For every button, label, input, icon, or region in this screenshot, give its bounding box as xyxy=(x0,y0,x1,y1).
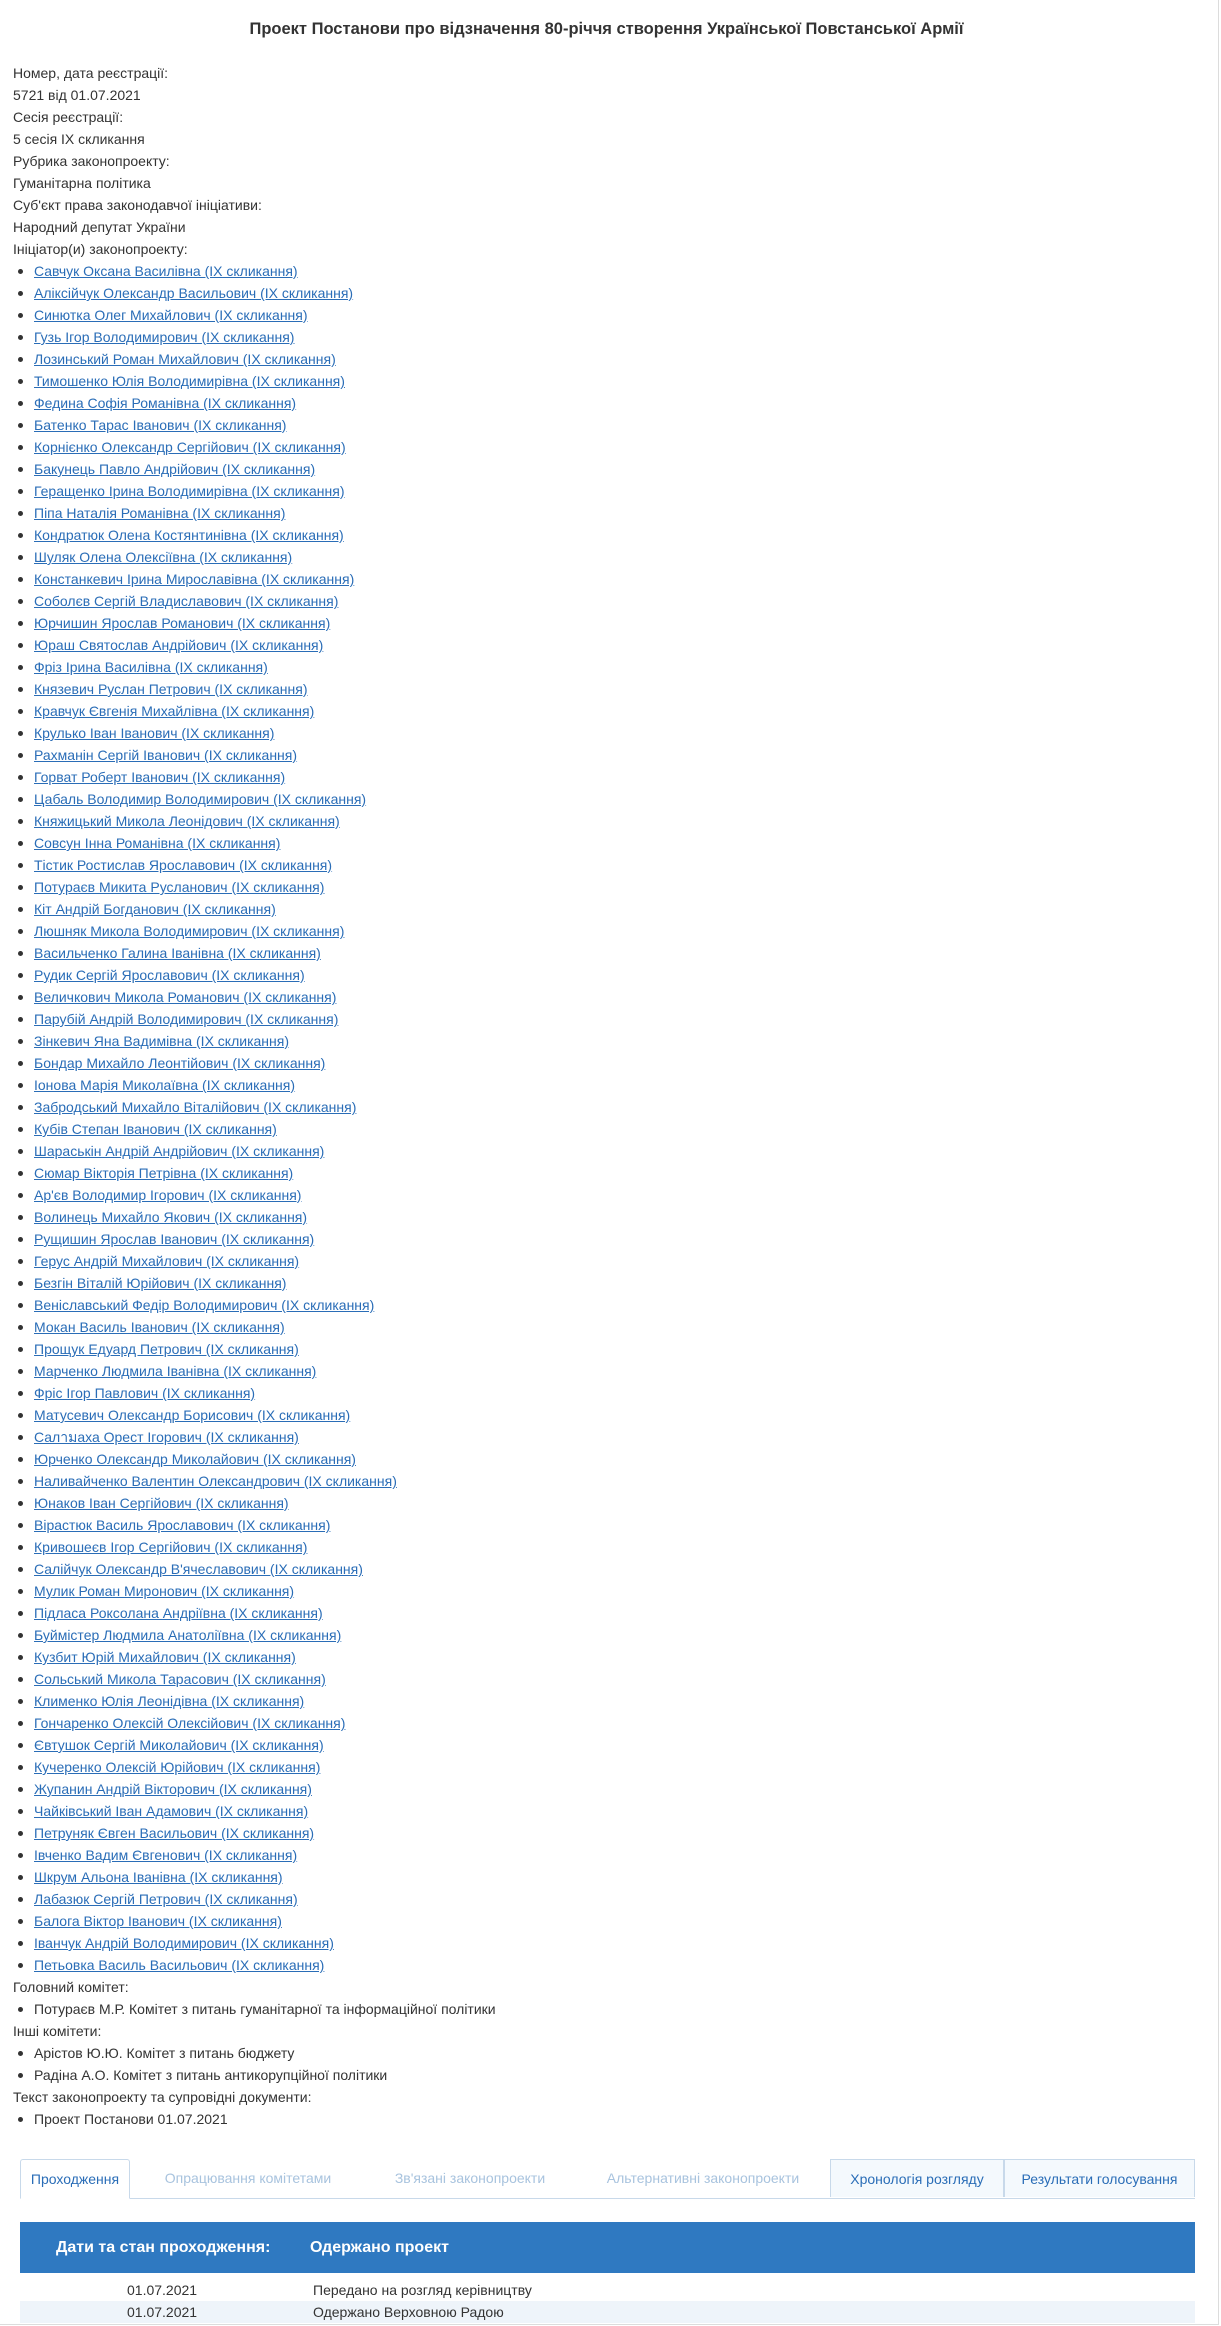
initiator-link[interactable]: Кубів Степан Іванович (IX скликання) xyxy=(34,1121,277,1137)
initiator-link[interactable]: Парубій Андрій Володимирович (IX скликання) xyxy=(34,1011,339,1027)
bullet-icon xyxy=(18,511,23,516)
initiator-item[interactable] xyxy=(13,1888,1221,1910)
initiator-link[interactable]: Крулько Іван Іванович (IX скликання) xyxy=(34,725,275,741)
bullet-icon xyxy=(18,929,23,934)
initiator-link[interactable]: Безгін Віталій Юрійович (IX скликання) xyxy=(34,1275,287,1291)
bullet-icon xyxy=(18,291,23,296)
bullet-icon xyxy=(18,1853,23,1858)
bullet-icon xyxy=(18,1457,23,1462)
initiator-link[interactable]: Герус Андрій Михайлович (IX скликання) xyxy=(34,1253,300,1269)
bullet-icon xyxy=(18,269,23,274)
initiator-link[interactable]: Рахманін Сергій Іванович (IX скликання) xyxy=(34,747,298,763)
bullet-icon xyxy=(18,863,23,868)
bullet-icon xyxy=(18,357,23,362)
initiator-link[interactable]: Волинець Михайло Якович (IX скликання) xyxy=(34,1209,308,1225)
initiator-item[interactable] xyxy=(13,1030,1221,1052)
bullet-icon xyxy=(18,2007,23,2012)
initiator-link[interactable]: Чайківський Іван Адамович (IX скликання) xyxy=(34,1803,309,1819)
tab-alternative-bills: Альтернативні законопроекти xyxy=(606,2170,800,2186)
subject-value: Народний депутат України xyxy=(13,219,186,235)
initiator-item[interactable] xyxy=(13,480,1221,502)
initiator-item[interactable] xyxy=(13,1206,1221,1228)
bullet-icon xyxy=(18,2117,23,2122)
initiator-item[interactable] xyxy=(13,1140,1221,1162)
passage-col-dates: Дати та стан проходження: xyxy=(56,2239,271,2256)
initiator-item[interactable] xyxy=(13,1734,1221,1756)
initiator-link[interactable]: Геращенко Ірина Володимирівна (IX скликання) xyxy=(34,483,345,499)
initiator-link[interactable]: Рудик Сергій Ярославович (IX скликання) xyxy=(34,967,305,983)
initiator-link[interactable]: Соболєв Сергій Владиславович (IX скликання) xyxy=(34,593,339,609)
subject-label: Суб'єкт права законодавчої ініціативи: xyxy=(13,197,262,213)
list-item-text: Проект Постанови 01.07.2021 xyxy=(34,2111,228,2127)
main-committee-item xyxy=(13,1998,1221,2020)
bullet-icon xyxy=(18,1083,23,1088)
initiator-link[interactable]: Гончаренко Олексій Олексійович (IX скликання) xyxy=(34,1715,346,1731)
initiator-item[interactable] xyxy=(13,898,1221,920)
initiator-item[interactable] xyxy=(13,1162,1221,1184)
initiator-item[interactable] xyxy=(13,1778,1221,1800)
initiator-link[interactable]: Наливайченко Валентин Олександрович (IX скликання) xyxy=(34,1473,397,1489)
initiator-link[interactable]: Юрченко Олександр Миколайович (IX скликання) xyxy=(34,1451,356,1467)
initiator-item[interactable] xyxy=(13,1448,1221,1470)
initiator-item[interactable] xyxy=(13,260,1221,282)
initiator-link[interactable]: Веніславський Федір Володимирович (IX скликання) xyxy=(34,1297,375,1313)
initiator-item[interactable] xyxy=(13,744,1221,766)
bullet-icon xyxy=(18,1039,23,1044)
initiator-item[interactable] xyxy=(13,1382,1221,1404)
bullet-icon xyxy=(18,1149,23,1154)
initiator-item[interactable] xyxy=(13,1074,1221,1096)
initiator-link[interactable]: Салійчук Олександр В'ячеславович (IX скликання) xyxy=(34,1561,363,1577)
initiator-item[interactable] xyxy=(13,370,1221,392)
initiator-link[interactable]: Фріз Ірина Василівна (IX скликання) xyxy=(34,659,268,675)
bullet-icon xyxy=(18,1963,23,1968)
initiator-item[interactable] xyxy=(13,1316,1221,1338)
initiator-link[interactable]: Кузбит Юрій Михайлович (IX скликання) xyxy=(34,1649,296,1665)
reg-value: 5721 від 01.07.2021 xyxy=(13,87,141,103)
bullet-icon xyxy=(18,1017,23,1022)
bullet-icon xyxy=(18,1193,23,1198)
bullet-icon xyxy=(18,621,23,626)
session-label: Сесія реєстрації: xyxy=(13,109,124,125)
initiator-link[interactable]: Величкович Микола Романович (IX скликання) xyxy=(34,989,337,1005)
initiator-link[interactable]: Прощук Едуард Петрович (IX скликання) xyxy=(34,1341,299,1357)
main-committee-list xyxy=(13,1998,1221,2020)
bullet-icon xyxy=(18,1281,23,1286)
initiator-item[interactable] xyxy=(13,524,1221,546)
initiator-item[interactable] xyxy=(13,1250,1221,1272)
bullet-icon xyxy=(18,1787,23,1792)
other-committees-list xyxy=(13,2042,1221,2086)
bullet-icon xyxy=(18,1215,23,1220)
tab-voting-results[interactable]: Результати голосування xyxy=(1004,2159,1195,2197)
bullet-icon xyxy=(18,467,23,472)
bullet-icon xyxy=(18,1633,23,1638)
bullet-icon xyxy=(18,1105,23,1110)
bullet-icon xyxy=(18,1171,23,1176)
bullet-icon xyxy=(18,753,23,758)
row-event: Передано на розгляд керівництву xyxy=(313,2282,532,2298)
list-item-text: Радіна А.О. Комітет з питань антикорупційної політики xyxy=(34,2067,388,2083)
initiator-link[interactable]: Фріс Ігор Павлович (IX скликання) xyxy=(34,1385,256,1401)
bullet-icon xyxy=(18,1567,23,1572)
bullet-icon xyxy=(18,1721,23,1726)
passage-col-status: Одержано проект xyxy=(310,2239,449,2256)
initiator-item[interactable] xyxy=(13,678,1221,700)
initiators-label: Ініціатор(и) законопроекту: xyxy=(13,241,188,257)
initiator-link[interactable]: Ар'єв Володимир Ігорович (IX скликання) xyxy=(34,1187,302,1203)
initiator-item[interactable] xyxy=(13,722,1221,744)
bullet-icon xyxy=(18,731,23,736)
bullet-icon xyxy=(18,445,23,450)
initiator-item[interactable] xyxy=(13,920,1221,942)
initiator-link[interactable]: Підласа Роксолана Андріївна (IX скликання) xyxy=(34,1605,323,1621)
bullet-icon xyxy=(18,665,23,670)
bullet-icon xyxy=(18,335,23,340)
initiator-link[interactable]: Юнаков Іван Сергійович (IX скликання) xyxy=(34,1495,289,1511)
bullet-icon xyxy=(18,1589,23,1594)
initiator-item[interactable] xyxy=(13,1932,1221,1954)
bullet-icon xyxy=(18,533,23,538)
initiator-link[interactable]: Кравчук Євгенія Михайлівна (IX скликання) xyxy=(34,703,315,719)
initiator-item[interactable] xyxy=(13,1624,1221,1646)
initiator-link[interactable]: Юрчишин Ярослав Романович (IX скликання) xyxy=(34,615,331,631)
initiator-item[interactable] xyxy=(13,1712,1221,1734)
initiator-link[interactable]: Забродський Михайло Віталійович (IX скликання) xyxy=(34,1099,357,1115)
initiator-item[interactable] xyxy=(13,766,1221,788)
initiator-link[interactable]: Жупанин Андрій Вікторович (IX скликання) xyxy=(34,1781,312,1797)
initiator-link[interactable]: Вірастюк Василь Ярославович (IX скликання) xyxy=(34,1517,331,1533)
initiator-item[interactable] xyxy=(13,1822,1221,1844)
initiator-item[interactable] xyxy=(13,700,1221,722)
bullet-icon xyxy=(18,1743,23,1748)
initiator-item[interactable] xyxy=(13,1228,1221,1250)
bullet-icon xyxy=(18,797,23,802)
bullet-icon xyxy=(18,313,23,318)
initiator-item[interactable] xyxy=(13,810,1221,832)
initiator-link[interactable]: Петруняк Євген Васильович (IX скликання) xyxy=(34,1825,315,1841)
initiator-link[interactable]: Констанкевич Ірина Мирославівна (IX скликання) xyxy=(34,571,355,587)
initiator-item[interactable] xyxy=(13,1536,1221,1558)
initiator-item[interactable] xyxy=(13,1646,1221,1668)
initiator-item[interactable] xyxy=(13,1096,1221,1118)
initiator-link[interactable]: Балога Віктор Іванович (IX скликання) xyxy=(34,1913,282,1929)
initiator-link[interactable]: Клименко Юлія Леонідівна (IX скликання) xyxy=(34,1693,305,1709)
bullet-icon xyxy=(18,1699,23,1704)
bullet-icon xyxy=(18,2073,23,2078)
initiator-link[interactable]: Лозинський Роман Михайлович (IX скликання) xyxy=(34,351,336,367)
rubric-label: Рубрика законопроекту: xyxy=(13,153,170,169)
initiator-link[interactable]: Тістик Ростислав Ярославович (IX скликання) xyxy=(34,857,333,873)
initiator-link[interactable]: Корнієнко Олександр Сергійович (IX скликання) xyxy=(34,439,346,455)
initiator-link[interactable]: Горват Роберт Іванович (IX скликання) xyxy=(34,769,286,785)
initiator-item[interactable] xyxy=(13,348,1221,370)
bullet-icon xyxy=(18,599,23,604)
bullet-icon xyxy=(18,1611,23,1616)
bullet-icon xyxy=(18,1897,23,1902)
initiator-item[interactable] xyxy=(13,1492,1221,1514)
initiator-item[interactable] xyxy=(13,590,1221,612)
tab-passage[interactable]: Проходження xyxy=(20,2159,130,2199)
other-committees-label: Інші комітети: xyxy=(13,2023,102,2039)
initiator-link[interactable]: Синютка Олег Михайлович (IX скликання) xyxy=(34,307,308,323)
initiator-link[interactable]: Рущишин Ярослав Іванович (IX скликання) xyxy=(34,1231,315,1247)
initiator-link[interactable]: Івченко Вадим Євгенович (IX скликання) xyxy=(34,1847,298,1863)
initiator-item[interactable] xyxy=(13,832,1221,854)
bullet-icon xyxy=(18,951,23,956)
initiator-link[interactable]: Шараськін Андрій Андрійович (IX скликання) xyxy=(34,1143,325,1159)
initiator-link[interactable]: Аліксійчук Олександр Васильович (IX скликання) xyxy=(34,285,354,301)
initiator-item[interactable] xyxy=(13,282,1221,304)
bullet-icon xyxy=(18,1347,23,1352)
bullet-icon xyxy=(18,1809,23,1814)
tab-chronology[interactable]: Хронологія розгляду xyxy=(830,2159,1004,2197)
bullet-icon xyxy=(18,687,23,692)
initiator-link[interactable]: Євтушок Сергій Миколайович (IX скликання) xyxy=(34,1737,324,1753)
documents-label: Текст законопроекту та супровідні документи: xyxy=(13,2089,312,2105)
bullet-icon xyxy=(18,1325,23,1330)
initiator-item[interactable] xyxy=(13,634,1221,656)
bullet-icon xyxy=(18,1061,23,1066)
initiator-item[interactable] xyxy=(13,1756,1221,1778)
bullet-icon xyxy=(18,1391,23,1396)
initiator-item[interactable] xyxy=(13,1272,1221,1294)
initiator-link[interactable]: Кучеренко Олексій Юрійович (IX скликання) xyxy=(34,1759,321,1775)
initiator-item[interactable] xyxy=(13,546,1221,568)
initiator-link[interactable]: Совсун Інна Романівна (IX скликання) xyxy=(34,835,281,851)
initiator-item[interactable] xyxy=(13,1866,1221,1888)
bullet-icon xyxy=(18,1369,23,1374)
initiator-item[interactable] xyxy=(13,1514,1221,1536)
initiator-link[interactable]: Зінкевич Яна Вадимівна (IX скликання) xyxy=(34,1033,289,1049)
initiator-item[interactable] xyxy=(13,568,1221,590)
initiator-link[interactable]: Піпа Наталія Романівна (IX скликання) xyxy=(34,505,286,521)
initiator-link[interactable]: Федина Софія Романівна (IX скликання) xyxy=(34,395,297,411)
documents-list xyxy=(13,2108,1221,2130)
bullet-icon xyxy=(18,1303,23,1308)
bullet-icon xyxy=(18,1127,23,1132)
initiators-list xyxy=(13,260,1221,1976)
initiator-link[interactable]: Шуляк Олена Олексіївна (IX скликання) xyxy=(34,549,293,565)
initiator-item[interactable] xyxy=(13,458,1221,480)
session-value: 5 сесія IX скликання xyxy=(13,131,145,147)
bullet-icon xyxy=(18,577,23,582)
initiator-item[interactable] xyxy=(13,964,1221,986)
bullet-icon xyxy=(18,1259,23,1264)
initiator-item[interactable] xyxy=(13,1052,1221,1074)
bullet-icon xyxy=(18,1919,23,1924)
bill-info xyxy=(13,62,1221,2130)
bullet-icon xyxy=(18,1501,23,1506)
page-title: Проект Постанови про відзначення 80-річчя створення Української Повстанської Армії xyxy=(249,20,964,38)
initiator-item[interactable] xyxy=(13,1118,1221,1140)
bullet-icon xyxy=(18,423,23,428)
list-item-text: Потураєв М.Р. Комітет з питань гуманітарної та інформаційної політики xyxy=(34,2001,496,2017)
initiator-item[interactable] xyxy=(13,986,1221,1008)
initiator-link[interactable]: Тимошенко Юлія Володимирівна (IX скликання) xyxy=(34,373,345,389)
initiator-link[interactable]: Кривошеєв Ігор Сергійович (IX скликання) xyxy=(34,1539,308,1555)
initiator-item[interactable] xyxy=(13,1954,1221,1976)
bullet-icon xyxy=(18,1677,23,1682)
other-committee-item xyxy=(13,2042,1221,2064)
initiator-link[interactable]: Княжицький Микола Леонідович (IX скликання) xyxy=(34,813,340,829)
bullet-icon xyxy=(18,1435,23,1440)
initiator-item[interactable] xyxy=(13,326,1221,348)
initiator-link[interactable]: Іонова Марія Миколаївна (IX скликання) xyxy=(34,1077,296,1093)
initiator-link[interactable]: Матусевич Олександр Борисович (IX скликання) xyxy=(34,1407,351,1423)
initiator-item[interactable] xyxy=(13,1844,1221,1866)
initiator-item[interactable] xyxy=(13,502,1221,524)
initiator-item[interactable] xyxy=(13,1360,1221,1382)
initiator-link[interactable]: Бондар Михайло Леонтійович (IX скликання) xyxy=(34,1055,326,1071)
initiator-link[interactable]: Сольський Микола Тарасович (IX скликання) xyxy=(34,1671,326,1687)
initiator-link[interactable]: Марченко Людмила Іванівна (IX скликання) xyxy=(34,1363,317,1379)
initiator-link[interactable]: Савчук Оксана Василівна (IX скликання) xyxy=(34,263,298,279)
initiator-link[interactable]: Іванчук Андрій Володимирович (IX скликання) xyxy=(34,1935,334,1951)
initiator-item[interactable] xyxy=(13,1426,1221,1448)
initiator-item[interactable] xyxy=(13,612,1221,634)
initiator-item[interactable] xyxy=(13,656,1221,678)
initiator-link[interactable]: Салามаха Орест Ігорович (IX скликання) xyxy=(34,1429,299,1445)
initiator-item[interactable] xyxy=(13,436,1221,458)
initiator-item[interactable] xyxy=(13,1668,1221,1690)
bullet-icon xyxy=(18,709,23,714)
initiator-item[interactable] xyxy=(13,1558,1221,1580)
bullet-icon xyxy=(18,1413,23,1418)
bullet-icon xyxy=(18,2051,23,2056)
bullet-icon xyxy=(18,489,23,494)
initiator-item[interactable] xyxy=(13,1404,1221,1426)
initiator-item[interactable] xyxy=(13,1294,1221,1316)
tab-committee-processing: Опрацювання комітетами xyxy=(164,2170,332,2186)
bullet-icon xyxy=(18,1479,23,1484)
initiator-item[interactable] xyxy=(13,414,1221,436)
initiator-item[interactable] xyxy=(13,942,1221,964)
document-item xyxy=(13,2108,1221,2130)
initiator-link[interactable]: Бакунець Павло Андрійович (IX скликання) xyxy=(34,461,316,477)
list-item-text: Арістов Ю.Ю. Комітет з питань бюджету xyxy=(34,2045,295,2061)
initiator-link[interactable]: Шкрум Альона Іванівна (IX скликання) xyxy=(34,1869,283,1885)
bullet-icon xyxy=(18,819,23,824)
bullet-icon xyxy=(18,1545,23,1550)
initiator-item[interactable] xyxy=(13,1690,1221,1712)
row-event: Одержано Верховною Радою xyxy=(313,2304,504,2320)
initiator-item[interactable] xyxy=(13,1602,1221,1624)
initiator-link[interactable]: Буймістер Людмила Анатоліївна (IX скликання) xyxy=(34,1627,342,1643)
initiator-item[interactable] xyxy=(13,788,1221,810)
initiator-item[interactable] xyxy=(13,1338,1221,1360)
bullet-icon xyxy=(18,775,23,780)
initiator-link[interactable]: Князевич Руслан Петрович (IX скликання) xyxy=(34,681,308,697)
rubric-value: Гуманітарна політика xyxy=(13,175,151,191)
bullet-icon xyxy=(18,555,23,560)
bullet-icon xyxy=(18,1523,23,1528)
tab-related-bills: Зв'язані законопроекти xyxy=(394,2170,546,2186)
bullet-icon xyxy=(18,643,23,648)
initiator-link[interactable]: Цабаль Володимир Володимирович (IX скликання) xyxy=(34,791,367,807)
initiator-item[interactable] xyxy=(13,1008,1221,1030)
bullet-icon xyxy=(18,841,23,846)
row-date: 01.07.2021 xyxy=(127,2304,198,2320)
initiator-link[interactable]: Мулик Роман Миронович (IX скликання) xyxy=(34,1583,295,1599)
bullet-icon xyxy=(18,1831,23,1836)
main-committee-label: Головний комітет: xyxy=(13,1979,129,1995)
reg-label: Номер, дата реєстрації: xyxy=(13,65,169,81)
bullet-icon xyxy=(18,1941,23,1946)
bullet-icon xyxy=(18,995,23,1000)
bullet-icon xyxy=(18,973,23,978)
initiator-link[interactable]: Юраш Святослав Андрійович (IX скликання) xyxy=(34,637,324,653)
initiator-link[interactable]: Потураєв Микита Русланович (IX скликання) xyxy=(34,879,325,895)
initiator-link[interactable]: Мокан Василь Іванович (IX скликання) xyxy=(34,1319,285,1335)
bullet-icon xyxy=(18,1237,23,1242)
bullet-icon xyxy=(18,1655,23,1660)
bullet-icon xyxy=(18,1875,23,1880)
initiator-item[interactable] xyxy=(13,1800,1221,1822)
initiator-link[interactable]: Люшняк Микола Володимирович (IX скликання) xyxy=(34,923,345,939)
bill-tabs xyxy=(20,2159,1195,2199)
initiator-link[interactable]: Сюмар Вікторія Петрівна (IX скликання) xyxy=(34,1165,294,1181)
bullet-icon xyxy=(18,885,23,890)
initiator-item[interactable] xyxy=(13,1910,1221,1932)
initiator-link[interactable]: Батенко Тарас Іванович (IX скликання) xyxy=(34,417,287,433)
passage-table-header xyxy=(20,2222,1195,2273)
initiator-item[interactable] xyxy=(13,392,1221,414)
initiator-item[interactable] xyxy=(13,304,1221,326)
row-date: 01.07.2021 xyxy=(127,2282,198,2298)
table-row xyxy=(20,2301,1195,2323)
initiator-item[interactable] xyxy=(13,854,1221,876)
bullet-icon xyxy=(18,379,23,384)
initiator-item[interactable] xyxy=(13,1470,1221,1492)
initiator-item[interactable] xyxy=(13,876,1221,898)
bullet-icon xyxy=(18,1765,23,1770)
other-committee-item xyxy=(13,2064,1221,2086)
initiator-item[interactable] xyxy=(13,1184,1221,1206)
bullet-icon xyxy=(18,401,23,406)
initiator-link[interactable]: Кондратюк Олена Костянтинівна (IX скликання) xyxy=(34,527,344,543)
initiator-link[interactable]: Гузь Ігор Володимирович (IX скликання) xyxy=(34,329,295,345)
tab-bar xyxy=(20,2159,1195,2199)
initiator-link[interactable]: Васильченко Галина Іванівна (IX скликання) xyxy=(34,945,321,961)
table-row xyxy=(20,2279,1195,2301)
bullet-icon xyxy=(18,907,23,912)
initiator-link[interactable]: Петьовка Василь Васильович (IX скликання) xyxy=(34,1957,325,1973)
initiator-link[interactable]: Лабазюк Сергій Петрович (IX скликання) xyxy=(34,1891,298,1907)
initiator-link[interactable]: Кіт Андрій Богданович (IX скликання) xyxy=(34,901,276,917)
initiator-item[interactable] xyxy=(13,1580,1221,1602)
